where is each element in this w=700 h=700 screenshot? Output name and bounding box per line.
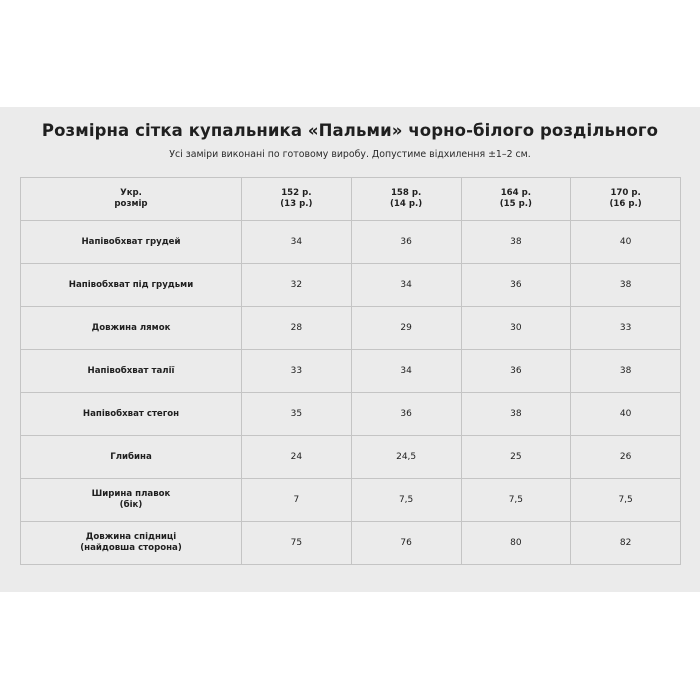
table-cell: 38 (571, 264, 681, 307)
header-size-line2: (16 р.) (609, 199, 642, 209)
row-label-strap-length (21, 307, 242, 350)
table-cell: 36 (351, 221, 461, 264)
header-size-label (21, 178, 242, 221)
table-cell: 35 (242, 393, 352, 436)
row-label-bottoms-width (21, 479, 242, 522)
table-cell: 24,5 (351, 436, 461, 479)
table-cell: 24 (242, 436, 352, 479)
table-cell: 34 (351, 264, 461, 307)
header-size-line2: (14 р.) (390, 199, 423, 209)
table-cell: 38 (571, 350, 681, 393)
table-cell: 7 (242, 479, 352, 522)
table-cell: 7,5 (351, 479, 461, 522)
table-cell: 36 (461, 350, 571, 393)
table-cell: 34 (242, 221, 352, 264)
row-label-line1: Довжина спідниці (85, 532, 177, 542)
header-size-158 (351, 178, 461, 221)
header-size-label-line2: розмір (114, 199, 148, 209)
table-cell: 7,5 (571, 479, 681, 522)
row-label-underbust (21, 264, 242, 307)
table-cell: 76 (351, 522, 461, 565)
table-row (21, 479, 681, 522)
table-cell: 40 (571, 221, 681, 264)
size-table (20, 177, 681, 565)
table-row (21, 522, 681, 565)
table-cell: 80 (461, 522, 571, 565)
table-cell: 25 (461, 436, 571, 479)
table-cell: 36 (461, 264, 571, 307)
row-label-line1: Ширина плавок (91, 489, 171, 499)
table-row (21, 221, 681, 264)
table-header-row (21, 178, 681, 221)
table-cell: 26 (571, 436, 681, 479)
row-label-line2: (бік) (119, 500, 143, 510)
table-cell: 33 (242, 350, 352, 393)
header-size-line1: 158 р. (390, 188, 422, 198)
table-cell: 33 (571, 307, 681, 350)
row-label-line1: Глибина (110, 451, 152, 462)
table-row (21, 350, 681, 393)
row-label-line1: Напівобхват стегон (82, 408, 180, 419)
header-size-line2: (15 р.) (499, 199, 532, 209)
header-size-label-line1: Укр. (120, 188, 142, 198)
row-label-skirt-length (21, 522, 242, 565)
row-label-bust (21, 221, 242, 264)
row-label-hips (21, 393, 242, 436)
table-cell: 32 (242, 264, 352, 307)
header-size-line2: (13 р.) (280, 199, 313, 209)
row-label-line1: Довжина лямок (91, 322, 171, 333)
page-title: Розмірна сітка купальника «Пальми» чорно-білого роздільного (41, 121, 659, 140)
header-size-line1: 170 р. (610, 188, 641, 198)
table-cell: 82 (571, 522, 681, 565)
table-cell: 7,5 (461, 479, 571, 522)
table-row (21, 307, 681, 350)
header-size-164 (461, 178, 571, 221)
table-row (21, 393, 681, 436)
table-cell: 38 (461, 221, 571, 264)
header-size-line1: 164 р. (500, 188, 532, 198)
row-label-line1: Напівобхват талії (87, 365, 175, 376)
table-cell: 75 (242, 522, 352, 565)
table-cell: 29 (351, 307, 461, 350)
table-cell: 36 (351, 393, 461, 436)
table-row (21, 264, 681, 307)
table-cell: 40 (571, 393, 681, 436)
table-row (21, 436, 681, 479)
table-cell: 38 (461, 393, 571, 436)
size-chart-panel (0, 107, 700, 592)
header-size-170 (571, 178, 681, 221)
row-label-line1: Напівобхват під грудьми (68, 279, 194, 290)
table-cell: 28 (242, 307, 352, 350)
table-cell: 30 (461, 307, 571, 350)
row-label-depth (21, 436, 242, 479)
table-cell: 34 (351, 350, 461, 393)
header-size-line1: 152 р. (281, 188, 312, 198)
row-label-line1: Напівобхват грудей (81, 236, 181, 247)
page-subtitle: Усі заміри виконані по готовому виробу. Допустиме відхилення ±1–2 см. (169, 149, 531, 160)
row-label-line2: (найдовша сторона) (80, 543, 182, 553)
row-label-waist (21, 350, 242, 393)
header-size-152 (242, 178, 352, 221)
